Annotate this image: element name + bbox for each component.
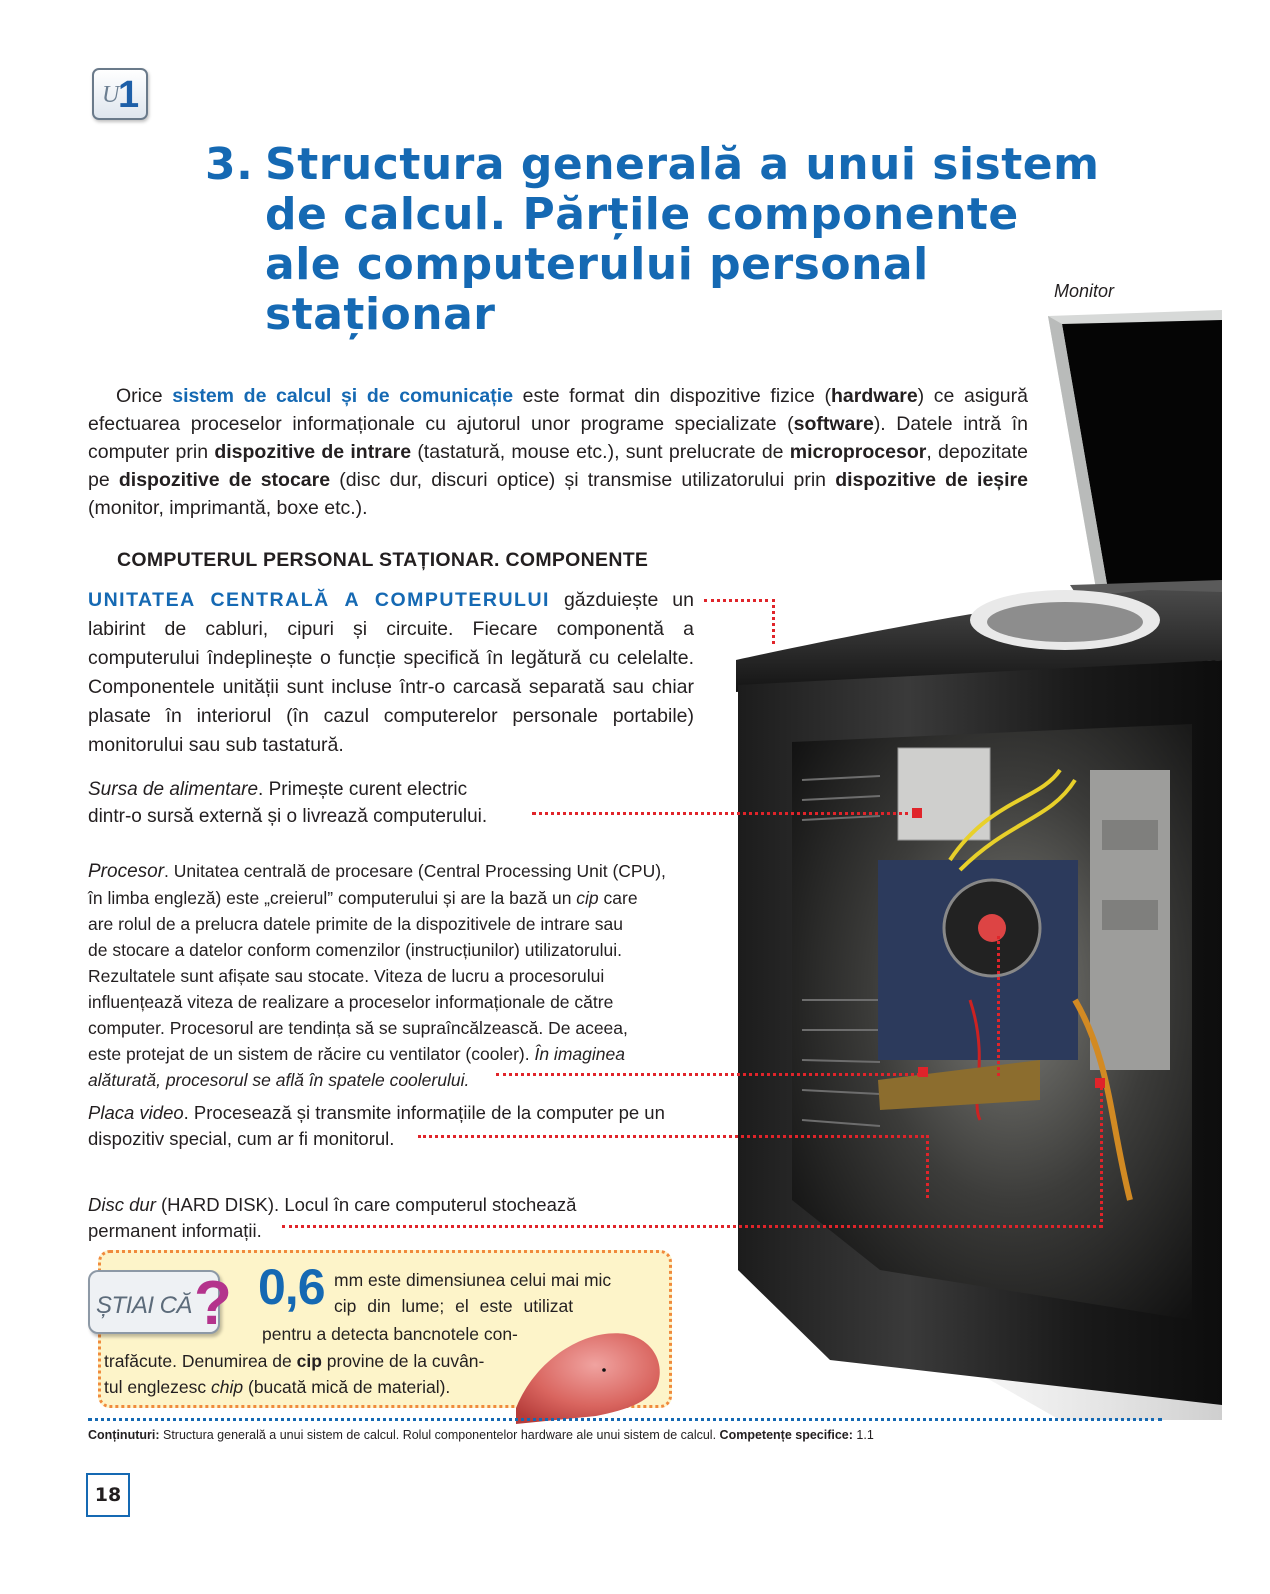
video-card-text: Placa video. Procesează și transmite informațiile de la computer pe un dispozitiv special, cum ar fi monitorul.	[88, 1102, 665, 1149]
unit-badge-icon	[92, 68, 148, 120]
leader-hard-disk	[282, 1225, 1102, 1228]
marker-processor	[918, 1067, 928, 1077]
did-you-know-label: ȘTIAI CĂ	[96, 1292, 193, 1319]
marker-power-supply	[912, 808, 922, 818]
keyword-sistem: sistem de calcul și de comunicație	[172, 385, 514, 407]
did-you-know-number: 0,6	[258, 1259, 325, 1315]
title-line-1: Structura generală a unui sistem	[265, 139, 1100, 190]
fingertip-chip-photo	[516, 1328, 662, 1424]
video-card-term: Placa video	[88, 1102, 184, 1123]
did-you-know-line-5: tul englezesc chip (bucată mică de material).	[104, 1377, 451, 1397]
power-supply-term: Sursa de alimentare	[88, 779, 259, 800]
section-heading: COMPUTERUL PERSONAL STAȚIONAR. COMPONENTE	[117, 549, 649, 571]
keyword-microprocessor: microprocesor	[789, 441, 927, 463]
did-you-know-line-4: trafăcute. Denumirea de cip provine de la cuvân-	[104, 1351, 485, 1371]
processor-text: Procesor. Unitatea centrală de procesare (Central Processing Unit (CPU), în limba engleză) este „creierul” computerului și are la bază un cip care are rolul de a prelucra datele primite de la dispozitivele de intrare sau de stocare a datelor conform comenzilor (instrucțiunilor) utilizatorului. Rezultatele sunt afișate sau stocate. Viteza de lucru a procesorului influențează viteza de realizare a proceselor informaționale de către computer. Procesorul are tendința să se supraîncălzească. De aceea, este protejat de un sistem de răcire cu ventilator (cooler). În imaginea alăturată, procesorul se află în spatele coolerului.	[88, 861, 666, 1090]
footer-divider	[88, 1418, 1162, 1421]
intro-paragraph: Orice sistem de calcul și de comunicație este format din dispozitive fizice (hardware) ce asigură efectuarea proceselor informaționale cu ajutorul unor programe specializate (software). Datele intră în computer prin dispozitive de intrare (tastatură, mouse etc.), sunt prelucrate de microprocesor, depozitate pe dispozitive de stocare (disc dur, discuri optice) și transmise utilizatorului prin dispozitive de ieșire (monitor, imprimantă, boxe etc.).	[88, 385, 1029, 519]
unit-badge-prefix: U	[102, 82, 120, 108]
central-unit-paragraph: UNITATEA CENTRALĂ A COMPUTERULUI găzduiește un labirint de cabluri, cipuri și circuite. Fiecare componentă a computerului îndeplinește o funcție specifică în legătură cu celelalte. Componentele unității sunt incluse într-o carcasă separată sau chiar plasate în interiorul (în cazul computerelor personale portabile) monitorului sau sub tastatură.	[88, 589, 694, 756]
processor-term: Procesor	[88, 861, 165, 882]
keyword-storage: dispozitive de stocare	[118, 469, 331, 491]
central-unit-term: UNITATEA CENTRALĂ A COMPUTERULUI	[88, 589, 550, 611]
keyword-output: dispozitive de ieșire	[835, 469, 1028, 491]
hard-disk-text: Disc dur (HARD DISK). Locul în care computerul stochează permanent informații.	[88, 1194, 577, 1241]
did-you-know-line-3: pentru a detecta bancnotele con-	[262, 1324, 518, 1344]
hard-disk-term: Disc dur	[88, 1194, 156, 1215]
leader-processor	[496, 1073, 920, 1076]
question-mark-icon: ?	[194, 1269, 232, 1338]
monitor-label: Monitor	[1054, 281, 1115, 301]
unit-badge-number: 1	[118, 74, 140, 116]
leader-processor-vertical	[997, 936, 1000, 1076]
keyword-software: software	[793, 413, 874, 435]
title-line-2: de calcul. Părțile componente	[265, 189, 1019, 240]
power-supply-text: Sursa de alimentare. Primește curent electric dintr-o sursă externă și o livrează computerului.	[88, 779, 488, 827]
title-line-3: ale computerului personal	[265, 239, 929, 290]
title-number: 3.	[205, 139, 254, 190]
leader-hard-disk-vertical	[1100, 1082, 1103, 1228]
monitor-photo	[1048, 310, 1222, 612]
did-you-know-line-2: cip din lume; el este utilizat	[334, 1296, 574, 1316]
did-you-know-badge	[88, 1270, 248, 1340]
keyword-input: dispozitive de intrare	[214, 441, 412, 463]
page-number: 18	[86, 1473, 130, 1517]
did-you-know-line-1: mm este dimensiunea celui mai mic	[334, 1270, 612, 1290]
title-line-4: staționar	[265, 289, 496, 340]
keyword-hardware: hardware	[830, 385, 918, 407]
marker-hard-disk	[1095, 1078, 1105, 1088]
leader-central-unit	[704, 599, 775, 644]
leader-power-supply	[532, 812, 916, 815]
footer-note: Conținuturi: Structura generală a unui sistem de calcul. Rolul componentelor hardware ale unui sistem de calcul. Competențe specifice: 1.1	[88, 1428, 874, 1442]
leader-video-card	[418, 1135, 929, 1198]
